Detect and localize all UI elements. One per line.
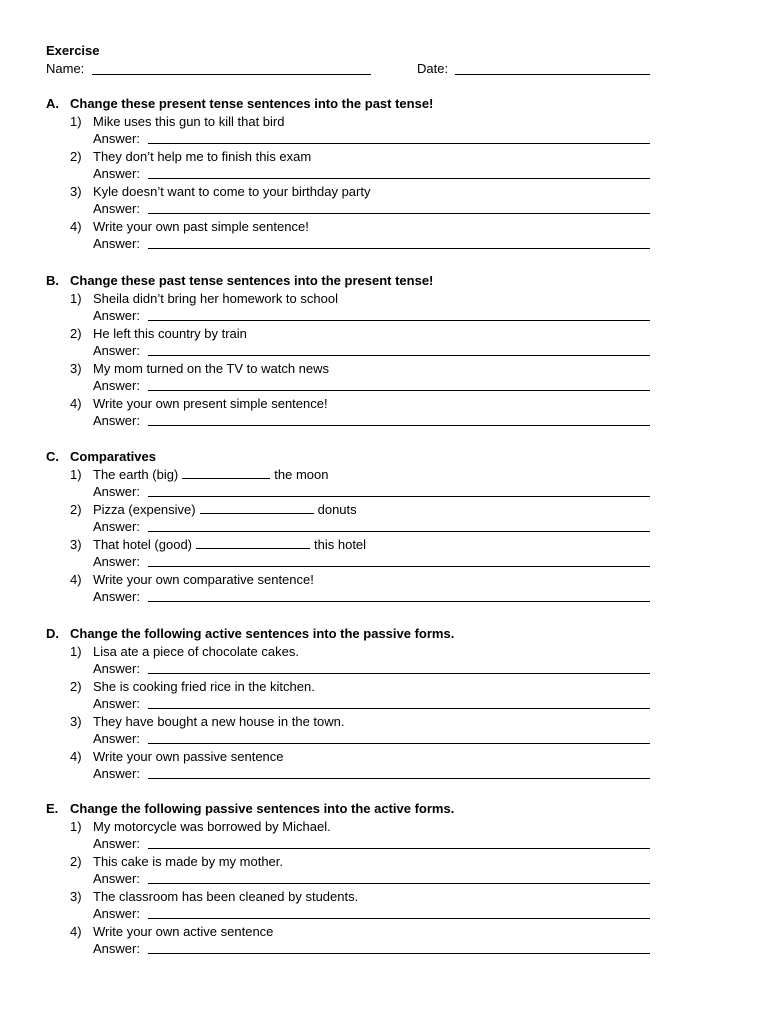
answer-line[interactable]: [148, 743, 650, 744]
section-e: [46, 801, 656, 959]
question-item: [46, 572, 656, 607]
question-item: [46, 679, 656, 714]
question-prompt: My motorcycle was borrowed by Michael.: [93, 819, 331, 834]
question-prompt: Sheila didn’t bring her homework to school: [93, 291, 338, 306]
question-text: [93, 396, 328, 412]
question-text: [93, 819, 331, 835]
question-prompt: She is cooking fried rice in the kitchen.: [93, 679, 315, 694]
question-prompt: He left this country by train: [93, 326, 247, 341]
answer-line[interactable]: [148, 601, 650, 602]
answer-label: Answer:: [93, 836, 140, 851]
question-number: 2): [70, 854, 82, 869]
question-text: [93, 537, 366, 553]
question-prompt: Write your own comparative sentence!: [93, 572, 314, 587]
section-letter: C.: [46, 449, 59, 464]
answer-line[interactable]: [148, 566, 650, 567]
section-a: [46, 96, 656, 254]
question-number: 2): [70, 326, 82, 341]
question-number: 1): [70, 467, 82, 482]
answer-line[interactable]: [148, 883, 650, 884]
section-letter: D.: [46, 626, 59, 641]
question-number: 1): [70, 644, 82, 659]
answer-line[interactable]: [148, 213, 650, 214]
question-item: [46, 644, 656, 679]
answer-line[interactable]: [148, 708, 650, 709]
question-item: [46, 854, 656, 889]
answer-label: Answer:: [93, 871, 140, 886]
question-item: [46, 467, 656, 502]
question-prompt: They don’t help me to finish this exam: [93, 149, 312, 164]
section-header: [46, 449, 656, 467]
question-prompt: Mike uses this gun to kill that bird: [93, 114, 285, 129]
question-suffix: this hotel: [314, 537, 367, 552]
question-number: 3): [70, 537, 82, 552]
answer-line[interactable]: [148, 355, 650, 356]
question-number: 3): [70, 889, 82, 904]
question-item: [46, 714, 656, 749]
question-prompt: Kyle doesn’t want to come to your birthday party: [93, 184, 371, 199]
question-number: 4): [70, 749, 82, 764]
question-number: 3): [70, 361, 82, 376]
question-number: 4): [70, 924, 82, 939]
question-item: [46, 502, 656, 537]
question-number: 3): [70, 714, 82, 729]
question-item: [46, 749, 656, 784]
answer-label: Answer:: [93, 661, 140, 676]
question-number: 1): [70, 114, 82, 129]
question-suffix: donuts: [317, 502, 357, 517]
fill-in-blank[interactable]: [196, 537, 310, 549]
question-prompt: That hotel (good): [93, 537, 193, 552]
question-text: [93, 326, 247, 342]
answer-label: Answer:: [93, 378, 140, 393]
question-prompt: They have bought a new house in the town.: [93, 714, 345, 729]
date-field-line[interactable]: [455, 74, 650, 75]
answer-line[interactable]: [148, 918, 650, 919]
question-number: 2): [70, 679, 82, 694]
fill-in-blank[interactable]: [182, 467, 270, 479]
answer-label: Answer:: [93, 413, 140, 428]
question-number: 4): [70, 572, 82, 587]
section-c: [46, 449, 656, 607]
question-text: [93, 467, 328, 483]
question-number: 3): [70, 184, 82, 199]
question-text: [93, 291, 338, 307]
fill-in-blank[interactable]: [200, 502, 314, 514]
question-prompt: Write your own active sentence: [93, 924, 274, 939]
section-header: [46, 96, 656, 114]
worksheet-title: Exercise: [46, 43, 100, 58]
question-item: [46, 537, 656, 572]
section-header: [46, 273, 656, 291]
section-letter: E.: [46, 801, 59, 816]
answer-line[interactable]: [148, 496, 650, 497]
section-header: [46, 801, 656, 819]
answer-line[interactable]: [148, 673, 650, 674]
question-prompt: The classroom has been cleaned by students.: [93, 889, 359, 904]
question-prompt: The earth (big): [93, 467, 179, 482]
question-text: [93, 502, 357, 518]
section-title: Comparatives: [70, 449, 156, 464]
section-header: [46, 626, 656, 644]
date-label: Date:: [417, 61, 449, 76]
answer-line[interactable]: [148, 320, 650, 321]
answer-label: Answer:: [93, 308, 140, 323]
question-item: [46, 184, 656, 219]
question-item: [46, 326, 656, 361]
section-letter: A.: [46, 96, 59, 111]
section-title: Change the following active sentences into the passive forms.: [70, 626, 455, 641]
answer-label: Answer:: [93, 519, 140, 534]
answer-label: Answer:: [93, 731, 140, 746]
question-item: [46, 149, 656, 184]
question-text: [93, 184, 370, 200]
question-number: 4): [70, 219, 82, 234]
question-prompt: Pizza (expensive): [93, 502, 196, 517]
question-text: [93, 679, 315, 695]
answer-line[interactable]: [148, 248, 650, 249]
question-text: [93, 924, 273, 940]
answer-label: Answer:: [93, 343, 140, 358]
answer-label: Answer:: [93, 166, 140, 181]
question-item: [46, 924, 656, 959]
answer-label: Answer:: [93, 201, 140, 216]
answer-label: Answer:: [93, 554, 140, 569]
question-prompt: This cake is made by my mother.: [93, 854, 284, 869]
question-text: [93, 149, 311, 165]
question-prompt: My mom turned on the TV to watch news: [93, 361, 330, 376]
answer-line[interactable]: [148, 531, 650, 532]
answer-line[interactable]: [148, 778, 650, 779]
question-text: [93, 219, 309, 235]
question-suffix: the moon: [274, 467, 329, 482]
answer-line[interactable]: [148, 178, 650, 179]
answer-label: Answer:: [93, 941, 140, 956]
answer-line[interactable]: [148, 953, 650, 954]
question-item: [46, 291, 656, 326]
question-text: [93, 572, 314, 588]
answer-line[interactable]: [148, 425, 650, 426]
question-number: 1): [70, 819, 82, 834]
answer-line[interactable]: [148, 848, 650, 849]
answer-label: Answer:: [93, 589, 140, 604]
question-text: [93, 749, 284, 765]
question-item: [46, 219, 656, 254]
answer-label: Answer:: [93, 484, 140, 499]
answer-label: Answer:: [93, 236, 140, 251]
answer-line[interactable]: [148, 143, 650, 144]
question-number: 2): [70, 149, 82, 164]
section-letter: B.: [46, 273, 59, 288]
question-prompt: Lisa ate a piece of chocolate cakes.: [93, 644, 299, 659]
answer-label: Answer:: [93, 766, 140, 781]
name-label: Name:: [46, 61, 85, 76]
section-title: Change the following passive sentences into the active forms.: [70, 801, 455, 816]
question-number: 2): [70, 502, 82, 517]
question-prompt: Write your own present simple sentence!: [93, 396, 328, 411]
section-title: Change these past tense sentences into the present tense!: [70, 273, 434, 288]
question-number: 4): [70, 396, 82, 411]
question-item: [46, 114, 656, 149]
section-d: [46, 626, 656, 784]
question-number: 1): [70, 291, 82, 306]
section-b: [46, 273, 656, 431]
question-text: [93, 889, 358, 905]
answer-label: Answer:: [93, 696, 140, 711]
question-text: [93, 854, 283, 870]
question-item: [46, 361, 656, 396]
section-title: Change these present tense sentences into the past tense!: [70, 96, 434, 111]
question-text: [93, 114, 284, 130]
answer-label: Answer:: [93, 906, 140, 921]
question-text: [93, 644, 299, 660]
question-item: [46, 396, 656, 431]
name-date-row: [46, 61, 656, 79]
question-prompt: Write your own past simple sentence!: [93, 219, 309, 234]
answer-line[interactable]: [148, 390, 650, 391]
question-item: [46, 889, 656, 924]
question-prompt: Write your own passive sentence: [93, 749, 284, 764]
question-item: [46, 819, 656, 854]
question-text: [93, 361, 329, 377]
question-text: [93, 714, 345, 730]
name-field-line[interactable]: [92, 74, 371, 75]
answer-label: Answer:: [93, 131, 140, 146]
